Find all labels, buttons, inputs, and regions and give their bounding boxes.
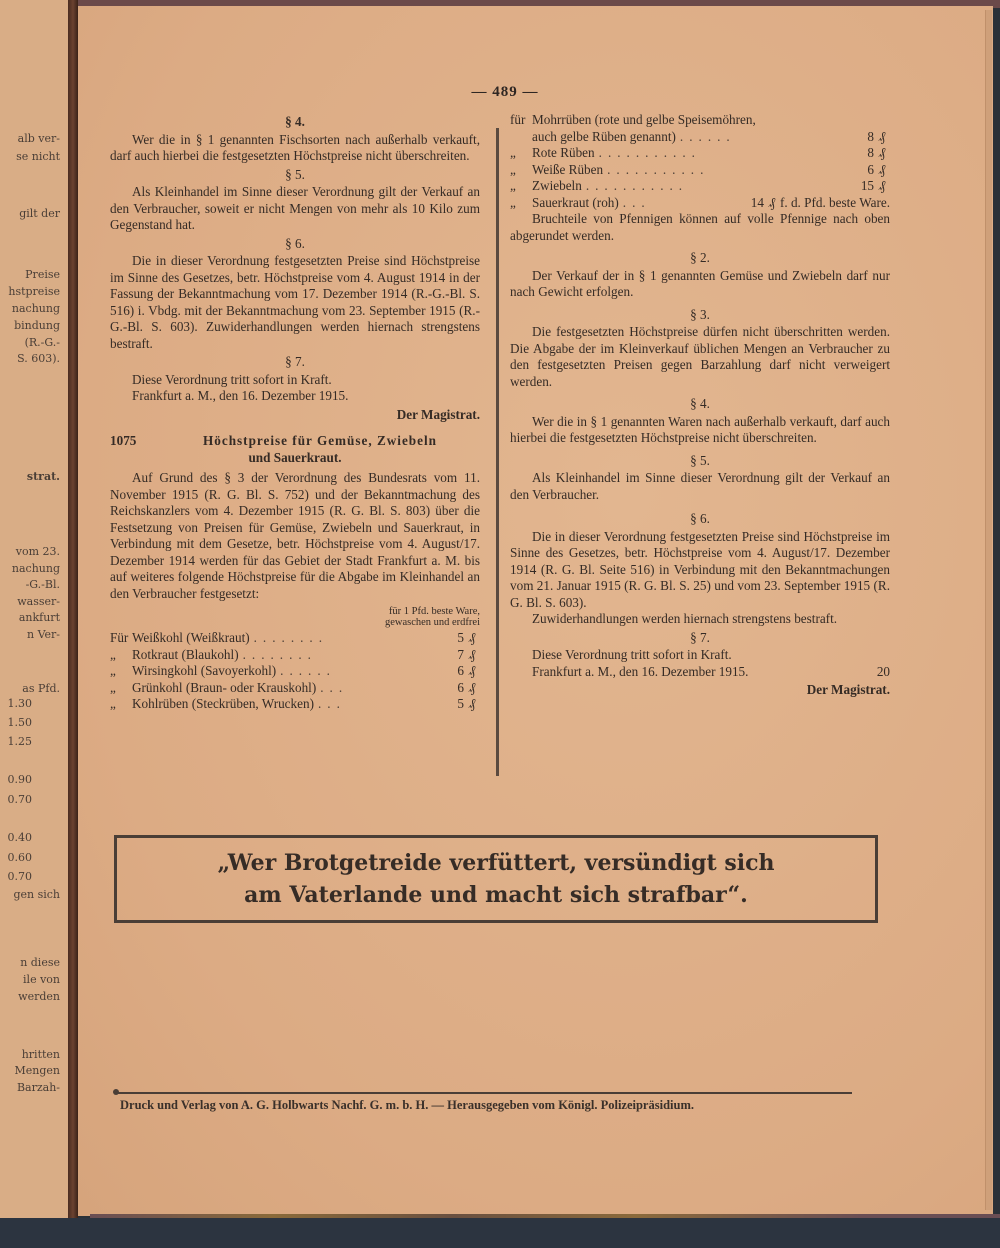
right-column: [510, 112, 890, 699]
ordinance-number: 1075: [110, 433, 137, 448]
prev-value: 0.70: [7, 870, 32, 883]
price-column-note-line: für 1 Pfd. beste Ware,: [388, 606, 480, 617]
prev-text-line: strat.: [26, 470, 60, 483]
section-text: Als Kleinhandel im Sinne dieser Verordnung gilt der Verkauf an den Verbraucher, soweit er nicht Mengen von mehr als 10 Kilo zum Gegenstand hat.: [110, 184, 480, 232]
prev-value: 1.50: [7, 716, 32, 729]
leader-dots: ........: [242, 646, 317, 662]
leader-dots: ........: [253, 630, 328, 645]
price-row: [510, 129, 890, 146]
leader-dots: ......: [679, 128, 736, 144]
price-extra: f. d. Pfd. beste Ware.: [779, 194, 890, 210]
column-divider: [496, 128, 499, 776]
pfennig-symbol: ₰: [878, 128, 886, 144]
prev-text-line: gen sich: [13, 888, 60, 901]
date-number: 20: [876, 663, 890, 679]
price-row: [510, 178, 890, 195]
prev-value: 1.30: [7, 697, 32, 710]
prev-value: 0.40: [7, 831, 32, 844]
price-item: Wirsingkohl (Savoyerkohl): [132, 663, 277, 678]
signature: Der Magistrat.: [806, 682, 890, 697]
ordinance-preamble: Auf Grund des § 3 der Verordnung des Bundesrats vom 11. November 1915 (R. G. Bl. S. 752) und der Bekanntmachung des Reichskanzlers vom 4. Dezember 1915 (R. G. Bl. S. 803) über die Festsetzung von Preisen für Gemüse, Zwiebeln und Sauerkraut, in Verbindung mit dem Gesetze, betr. Höchstpreise vom 4. August/17. Dezember 1914 werden für das Gebiet der Stadt Frankfurt a. M. bis auf weiteres folgende Höchstpreise für die Abgabe im Kleinhandel an den Verbraucher festgesetzt:: [110, 470, 480, 601]
prev-text-line: ile von: [23, 973, 60, 986]
prev-text-line: Preise: [25, 268, 60, 281]
prev-text-line: n diese: [20, 956, 60, 969]
price-value: 15: [860, 178, 874, 193]
leader-dots: ...........: [598, 145, 701, 160]
prev-text-line: hstpreise: [8, 285, 60, 298]
ordinance-title: Höchstpreise für Gemüse, Zwiebeln: [203, 433, 437, 448]
price-prefix: „: [510, 161, 516, 177]
section-heading: § 5.: [690, 452, 710, 468]
prev-text-line: -G.-Bl.: [25, 578, 60, 591]
leader-dots: ...........: [585, 178, 689, 193]
pfennig-symbol: ₰: [768, 194, 776, 210]
section-heading: § 6.: [285, 235, 305, 251]
ordinance-heading: [110, 433, 480, 450]
prev-text-line: nachung: [11, 302, 60, 315]
signature: Der Magistrat.: [396, 406, 480, 422]
price-value: 6: [457, 679, 464, 695]
price-prefix: „: [110, 679, 116, 695]
price-row: [110, 647, 480, 664]
section-text: Die in dieser Verordnung festgesetzten Preise sind Höchstpreise im Sinne des Gesetzes, betr. Höchstpreise vom 4. August/17. Dezember 1914 (R. G. Bl. Seite 516) in Verbindung mit den Bekanntmachungen vom 21. Januar 1915 (R. G. Bl. S. 25) und vom 23. September 1915 (R. G. Bl. S. 603).: [510, 528, 890, 610]
motto-line: „Wer Brotgetreide verfüttert, versündigt sich: [217, 850, 775, 876]
prev-text-line: S. 603).: [17, 352, 60, 365]
prev-text-line: ankfurt: [18, 611, 60, 624]
page-number: — 489 —: [471, 84, 539, 100]
imprint-rule: [116, 1092, 852, 1094]
ordinance-subtitle: und Sauerkraut.: [248, 449, 342, 465]
section-heading: § 3.: [690, 306, 710, 322]
prev-value: 1.25: [7, 735, 32, 748]
section-heading: § 7.: [690, 629, 710, 645]
price-item: Rote Rüben: [532, 145, 595, 160]
section-text: Wer die in § 1 genannten Waren nach außerhalb verkauft, darf auch hierbei die festgesetzten Höchstpreise nicht überschreiten.: [510, 413, 890, 445]
prev-text-line: alb ver-: [17, 132, 60, 145]
price-item: Zwiebeln: [532, 178, 582, 193]
prev-value: 0.90: [7, 773, 32, 786]
section-heading: § 6.: [690, 511, 710, 526]
price-item: auch gelbe Rüben genannt): [532, 128, 676, 144]
section-text: Der Verkauf der in § 1 genannten Gemüse und Zwiebeln darf nur nach Gewicht erfolgen.: [510, 267, 890, 299]
leader-dots: ...: [622, 194, 651, 210]
previous-page-fragment: [0, 0, 68, 1220]
price-item: Grünkohl (Braun- oder Krauskohl): [132, 679, 317, 695]
section-heading: § 7.: [285, 354, 305, 369]
price-row: [110, 663, 480, 680]
pfennig-symbol: ₰: [468, 696, 476, 711]
price-item: Weiße Rüben: [532, 161, 604, 177]
price-list: [110, 630, 480, 713]
price-prefix: „: [510, 178, 516, 193]
book-binding: [0, 1218, 1000, 1248]
price-value: 6: [457, 663, 464, 678]
prev-text-line: as Pfd.: [22, 682, 60, 695]
prev-text-line: nachung: [11, 562, 60, 575]
pfennig-symbol: ₰: [878, 178, 886, 193]
prev-text-line: wasser-: [17, 595, 60, 608]
section-heading: § 4.: [690, 396, 710, 411]
leader-dots: ......: [280, 663, 336, 678]
price-row: [110, 680, 480, 697]
price-value: 5: [457, 630, 464, 645]
date-line: Frankfurt a. M., den 16. Dezember 1915.: [532, 663, 749, 679]
price-row: [510, 112, 890, 129]
section-text: Diese Verordnung tritt sofort in Kraft.: [132, 371, 332, 387]
price-row: [510, 162, 890, 179]
prev-text-line: n Ver-: [27, 628, 60, 641]
book-spine: [68, 0, 78, 1230]
price-value: 8: [867, 128, 874, 144]
imprint: Druck und Verlag von A. G. Holbwarts Nachf. G. m. b. H. — Herausgegeben vom Königl. Polizeipräsidium.: [120, 1098, 694, 1112]
section-text: Wer die in § 1 genannten Fischsorten nach außerhalb verkauft, darf auch hierbei die festgesetzten Höchstpreise nicht überschreiten.: [110, 131, 480, 163]
section-heading: § 2.: [690, 250, 710, 265]
prev-value: 0.60: [7, 851, 32, 864]
page-edge: [985, 10, 992, 1210]
price-prefix: „: [510, 194, 516, 210]
left-column: [110, 112, 480, 713]
price-list: [510, 112, 890, 211]
pfennig-symbol: ₰: [468, 663, 476, 678]
pfennig-symbol: ₰: [468, 646, 476, 662]
fractions-note: Bruchteile von Pfennigen können auf volle Pfennige nach oben abgerundet werden.: [510, 211, 890, 243]
prev-text-line: gilt der: [19, 207, 60, 220]
motto-box: [114, 835, 878, 923]
price-value: 14: [750, 194, 764, 210]
motto-line: am Vaterlande und macht sich strafbar“.: [244, 882, 748, 908]
price-column-note: [110, 606, 480, 628]
price-column-note-line: gewaschen und erdfrei: [384, 617, 480, 628]
prev-text-line: se nicht: [16, 150, 60, 163]
pfennig-symbol: ₰: [468, 679, 476, 695]
section-text: Die festgesetzten Höchstpreise dürfen nicht überschritten werden. Die Abgabe der im Kleinverkauf üblichen Mengen an Verbraucher zu den festgesetzten Preisen gegen Barzahlung darf nicht verweigert werden.: [510, 324, 890, 389]
price-row: [510, 145, 890, 162]
price-item: Mohrrüben (rote und gelbe Speisemöhren,: [532, 112, 756, 127]
price-prefix: für: [510, 112, 526, 127]
price-item: Sauerkraut (roh): [532, 194, 619, 210]
section-text: Diese Verordnung tritt sofort in Kraft.: [532, 647, 732, 662]
prev-text-line: Barzah-: [16, 1081, 60, 1094]
prev-text-line: hritten: [21, 1048, 60, 1061]
price-item: Kohlrüben (Steckrüben, Wrucken): [132, 696, 314, 711]
section-text: Als Kleinhandel im Sinne dieser Verordnung gilt der Verkauf an den Verbraucher.: [510, 470, 890, 502]
penalty-text: Zuwiderhandlungen werden hiernach strengstens bestraft.: [532, 611, 838, 626]
price-value: 7: [457, 646, 464, 662]
prev-text-line: bindung: [14, 319, 60, 332]
price-value: 6: [867, 161, 874, 177]
date-row: [510, 664, 890, 681]
leader-dots: ...........: [607, 161, 710, 177]
section-heading: § 4.: [285, 114, 305, 129]
leader-dots: ...: [317, 696, 346, 711]
prev-text-line: (R.-G.-: [24, 336, 60, 349]
price-value: 8: [867, 145, 874, 160]
price-value: 5: [457, 696, 464, 711]
price-row: [110, 630, 480, 647]
price-prefix: „: [110, 646, 116, 662]
leader-dots: ...: [320, 679, 349, 695]
price-item: Rotkraut (Blaukohl): [132, 646, 239, 662]
prev-value: 0.70: [7, 793, 32, 806]
prev-text-line: Mengen: [14, 1064, 60, 1077]
section-heading: § 5.: [285, 166, 305, 182]
pfennig-symbol: ₰: [878, 161, 886, 177]
price-prefix: Für: [110, 630, 129, 645]
date-line: Frankfurt a. M., den 16. Dezember 1915.: [132, 388, 349, 403]
prev-text-line: werden: [18, 990, 60, 1003]
price-row: [510, 195, 890, 212]
prev-text-line: vom 23.: [15, 545, 60, 558]
pfennig-symbol: ₰: [468, 630, 476, 645]
section-text: Die in dieser Verordnung festgesetzten Preise sind Höchstpreise im Sinne des Gesetzes, betr. Höchstpreise vom 4. August 1914 in der Fassung der Bekanntmachung vom 17. Dezember 1914 (R.-G.-Bl. S. 516) i. Vbdg. mit der Bekanntmachung vom 23. September 1915 (R.-G.-Bl. S. 603). Zuwiderhandlungen werden hiernach strengstens bestraft.: [110, 253, 480, 351]
price-prefix: „: [510, 145, 516, 160]
pfennig-symbol: ₰: [878, 145, 886, 160]
price-row: [110, 696, 480, 713]
price-prefix: „: [110, 696, 116, 711]
price-prefix: „: [110, 663, 116, 678]
price-item: Weißkohl (Weißkraut): [132, 630, 250, 645]
